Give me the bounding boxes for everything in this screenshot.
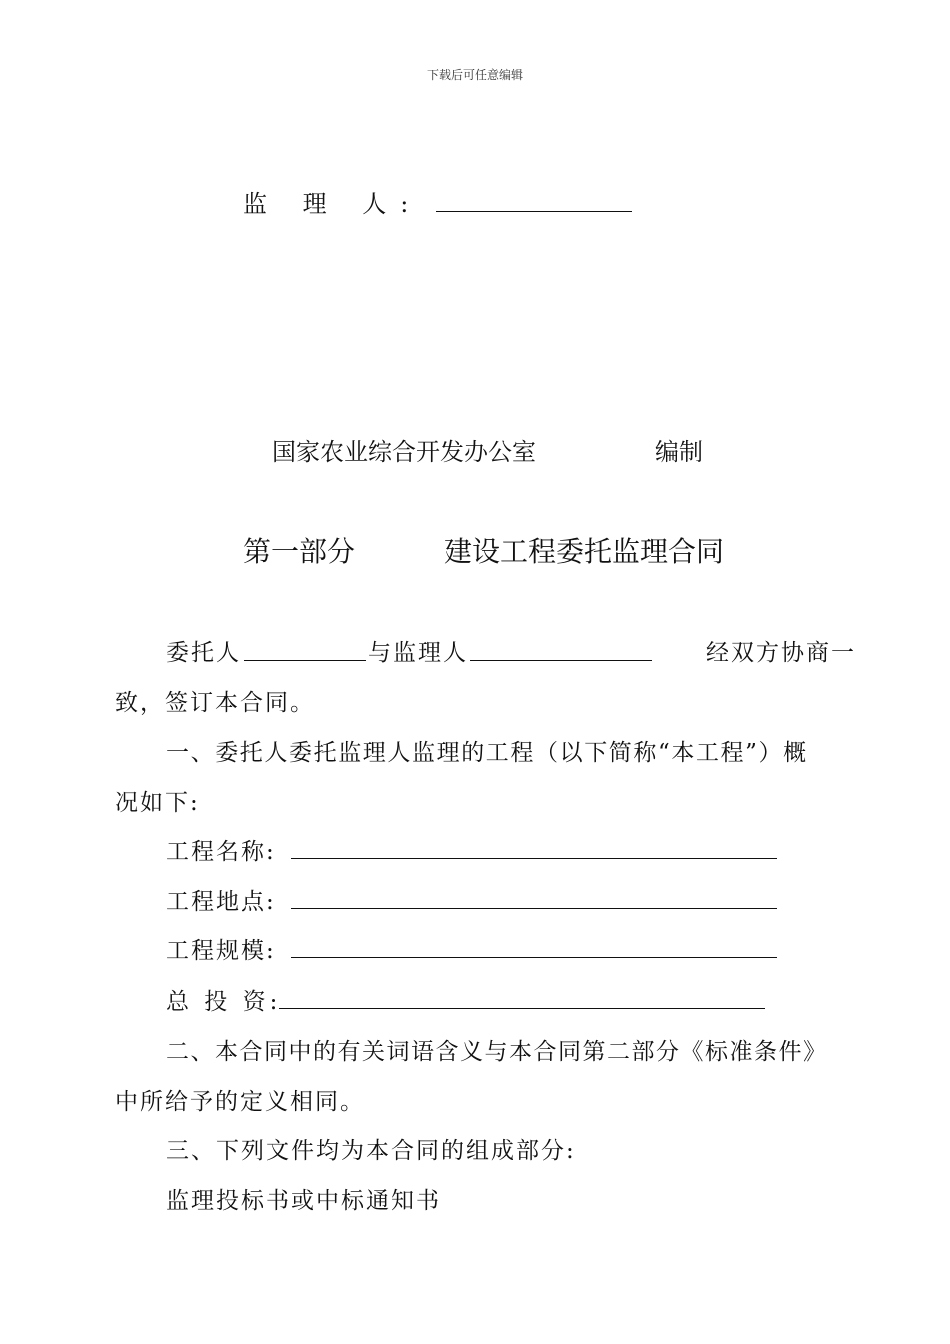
intro-client-label: 委托人 [166, 640, 241, 666]
field-project-location-label: 工程地点: [166, 889, 276, 915]
clause-3: 三、下列文件均为本合同的组成部分: [166, 1138, 576, 1164]
clause-1-line-2: 况如下: [115, 790, 200, 816]
part-number: 第一部分 [243, 535, 356, 568]
issuer-action: 编制 [655, 438, 703, 466]
issuer-org: 国家农业综合开发办公室 [272, 438, 536, 466]
field-total-investment-label: 总 投 资: [166, 989, 282, 1015]
supervisor-blank[interactable] [436, 187, 632, 212]
field-project-name-label: 工程名称: [166, 839, 276, 865]
supervisor-label: 监 理 人: [243, 190, 423, 218]
clause-1-line-1: 一、委托人委托监理人监理的工程（以下简称“本工程”）概 [166, 740, 808, 766]
field-total-investment-blank[interactable] [279, 984, 765, 1009]
supervisor-field [243, 184, 632, 219]
intro-and-label: 与监理人 [368, 640, 468, 666]
field-project-name-blank[interactable] [291, 834, 777, 859]
field-project-scale-blank[interactable] [291, 933, 777, 958]
consultant-blank[interactable] [470, 636, 652, 661]
client-blank[interactable] [244, 636, 366, 661]
document-item-1: 监理投标书或中标通知书 [166, 1188, 441, 1214]
intro-continuation: 致，签订本合同。 [115, 690, 315, 716]
clause-2-line-2: 中所给予的定义相同。 [115, 1089, 365, 1115]
intro-consult: 经双方协商一 [706, 640, 856, 666]
field-project-location-blank[interactable] [291, 884, 777, 909]
field-project-scale-label: 工程规模: [166, 938, 276, 964]
page-header-note: 下载后可任意编辑 [426, 68, 523, 82]
part-title: 建设工程委托监理合同 [444, 535, 725, 568]
clause-2-line-1: 二、本合同中的有关词语含义与本合同第二部分《标准条件》 [166, 1039, 828, 1065]
